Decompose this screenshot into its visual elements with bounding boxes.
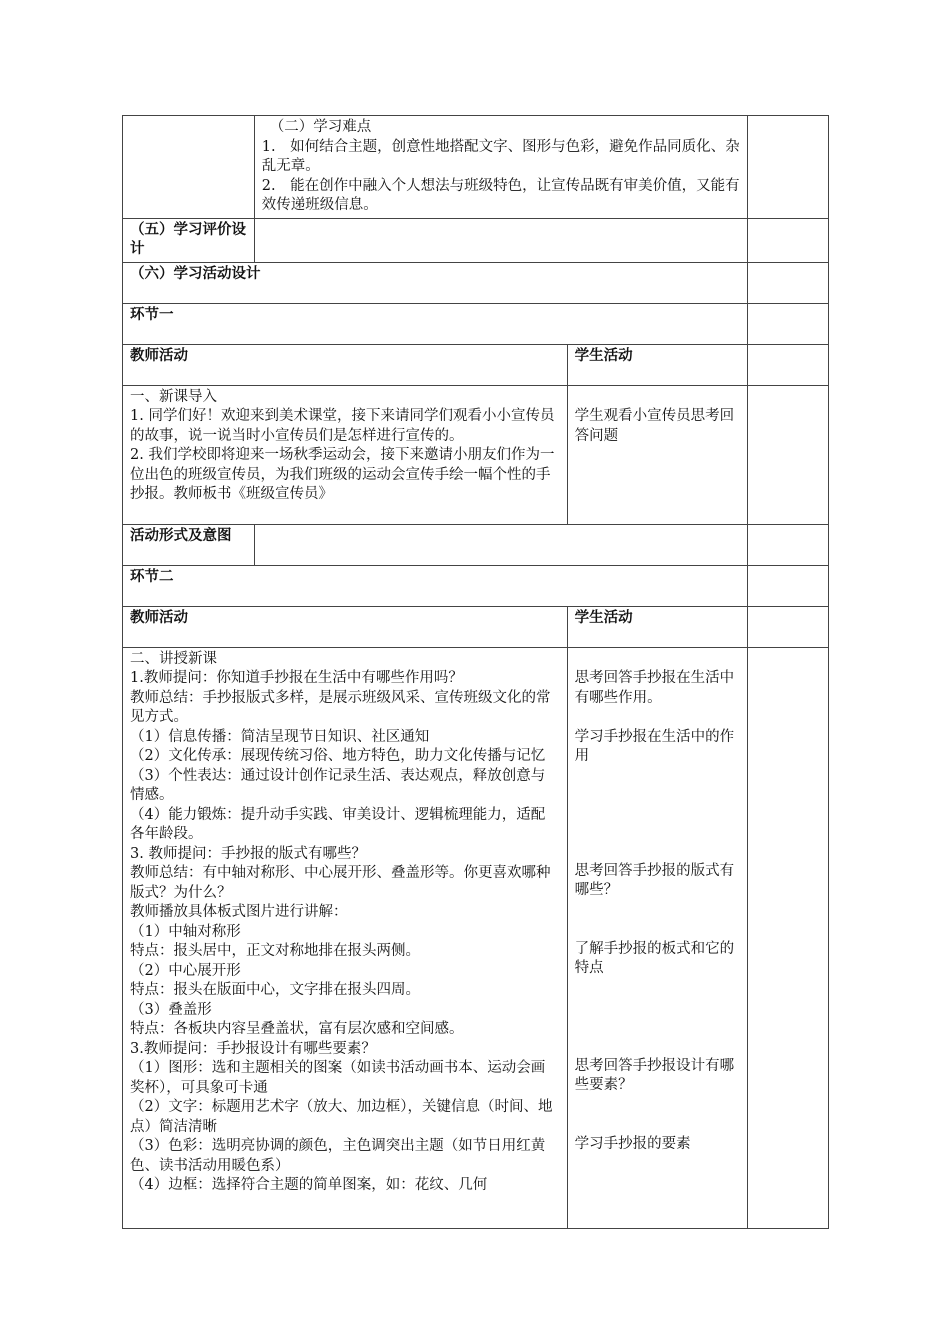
stage2-teacher-line: （2）文化传承：展现传统习俗、地方特色，助力文化传播与记忆 — [130, 748, 546, 764]
empty-cell — [747, 344, 828, 385]
empty-cell — [747, 647, 828, 1228]
stage2-teacher-cell — [123, 647, 568, 1228]
stage2-teacher-line: 3. 教师提问：手抄报的版式有哪些？ — [130, 845, 366, 862]
stage2-teacher-line: （4）边框：选择符合主题的简单图案，如：花纹、几何 — [130, 1177, 488, 1193]
empty-cell — [747, 218, 828, 262]
evaluation-content — [254, 218, 747, 262]
stage2-teacher-header: 教师活动 — [123, 606, 568, 647]
stage2-student-line: 思考回答手抄报的版式有哪些？ — [574, 862, 735, 898]
stage2-student-line: 思考回答手抄报在生活中有哪些作用。 — [574, 670, 735, 706]
stage1-header-row — [123, 344, 829, 385]
difficulty-item-2: 2. 能在创作中融入个人想法与班级特色，让宣传品既有审美价值，又能有效传递班级信息。 — [261, 177, 740, 213]
stage1-title: 环节一 — [123, 303, 748, 344]
stage1-form-label: 活动形式及意图 — [123, 524, 255, 565]
stage2-teacher-line: 二、讲授新课 — [130, 650, 217, 667]
stage1-teacher-header: 教师活动 — [123, 344, 568, 385]
difficulties-row — [123, 116, 829, 219]
empty-cell — [747, 524, 828, 565]
stage2-student-line: 思考回答手抄报设计有哪些要素？ — [574, 1057, 735, 1093]
activity-design-label: （六）学习活动设计 — [123, 262, 748, 303]
stage1-student-header: 学生活动 — [567, 344, 747, 385]
stage2-title-row — [123, 565, 829, 606]
stage2-teacher-line: （2）文字：标题用艺术字（放大、加边框），关键信息（时间、地点）简洁清晰 — [130, 1099, 553, 1135]
stage1-form-row — [123, 524, 829, 565]
stage2-content-row — [123, 647, 829, 1228]
stage1-teacher-line: 一、新课导入 — [130, 388, 217, 405]
empty-cell — [747, 606, 828, 647]
empty-cell — [123, 116, 255, 219]
stage2-title: 环节二 — [123, 565, 748, 606]
stage2-teacher-line: 特点：报头在版面中心，文字排在报头四周。 — [130, 982, 420, 998]
spacer — [575, 767, 740, 862]
stage1-teacher-line: 2. 我们学校即将迎来一场秋季运动会，接下来邀请小朋友们作为一位出色的班级宣传员，为我们班级的运动会宣传手绘一幅个性的手抄报。教师板书《班级宣传员》 — [130, 447, 555, 502]
stage2-student-line: 学习手抄报在生活中的作用 — [574, 728, 735, 764]
difficulties-heading: （二）学习难点 — [269, 119, 372, 135]
lesson-plan-table — [122, 115, 829, 1229]
stage1-student-cell — [567, 385, 747, 524]
stage1-form-content — [254, 524, 747, 565]
stage2-teacher-line: 3.教师提问：手抄报设计有哪些要素？ — [130, 1040, 376, 1057]
evaluation-label: （五）学习评价设计 — [123, 218, 255, 262]
stage1-content-row — [123, 385, 829, 524]
stage2-teacher-line: （4）能力锻炼：提升动手实践、审美设计、逻辑梳理能力，适配各年龄段。 — [130, 806, 546, 842]
stage2-teacher-line: （1）信息传播：简洁呈现节日知识、社区通知 — [130, 728, 430, 745]
empty-cell — [747, 303, 828, 344]
stage1-teacher-cell — [123, 385, 568, 524]
empty-cell — [747, 116, 828, 219]
stage2-teacher-line: 1.教师提问：你知道手抄报在生活中有哪些作用吗？ — [130, 670, 463, 686]
stage2-header-row — [123, 606, 829, 647]
stage1-title-row — [123, 303, 829, 344]
spacer — [575, 979, 740, 1057]
empty-cell — [747, 565, 828, 606]
stage2-teacher-line: （3）个性表达：通过设计创作记录生活、表达观点，释放创意与情感。 — [130, 767, 546, 803]
stage1-student-text: 学生观看小宣传员思考回答问题 — [574, 408, 735, 444]
stage2-teacher-line: （3）叠盖形 — [130, 1001, 212, 1018]
spacer — [575, 1096, 740, 1135]
spacer — [575, 650, 740, 670]
difficulty-item-1: 1. 如何结合主题，创意性地搭配文字、图形与色彩，避免作品同质化、杂乱无章。 — [261, 138, 740, 174]
evaluation-row — [123, 218, 829, 262]
stage2-student-line: 了解手抄报的板式和它的特点 — [574, 940, 735, 976]
activity-design-row — [123, 262, 829, 303]
empty-cell — [747, 385, 828, 524]
stage2-teacher-line: 教师总结：有中轴对称形、中心展开形、叠盖形等。你更喜欢哪种版式？为什么？ — [130, 865, 551, 901]
stage2-teacher-line: 教师总结：手抄报版式多样，是展示班级风采、宣传班级文化的常见方式。 — [130, 689, 551, 725]
stage2-student-header: 学生活动 — [567, 606, 747, 647]
spacer — [575, 388, 740, 408]
stage2-teacher-line: （1）图形：选和主题相关的图案（如读书活动画书本、运动会画奖杯），可具象可卡通 — [130, 1060, 546, 1096]
spacer — [575, 901, 740, 940]
stage1-teacher-line: 1. 同学们好！欢迎来到美术课堂，接下来请同学们观看小小宣传员的故事，说一说当时小宣传员们是怎样进行宣传的。 — [130, 408, 555, 444]
stage2-teacher-line: 特点：报头居中，正文对称地排在报头两侧。 — [130, 943, 420, 959]
stage2-teacher-line: （1）中轴对称形 — [130, 923, 241, 940]
stage2-teacher-line: 特点：各板块内容呈叠盖状，富有层次感和空间感。 — [130, 1021, 464, 1037]
empty-cell — [747, 262, 828, 303]
stage2-student-line: 学习手抄报的要素 — [574, 1135, 691, 1152]
stage2-teacher-line: （2）中心展开形 — [130, 962, 241, 979]
spacer — [575, 708, 740, 728]
difficulties-cell — [254, 116, 747, 219]
stage2-student-cell — [567, 647, 747, 1228]
stage2-teacher-line: （3）色彩：选明亮协调的颜色，主色调突出主题（如节日用红黄色、读书活动用暖色系） — [130, 1138, 546, 1174]
stage2-teacher-line: 教师播放具体板式图片进行讲解： — [130, 904, 348, 920]
